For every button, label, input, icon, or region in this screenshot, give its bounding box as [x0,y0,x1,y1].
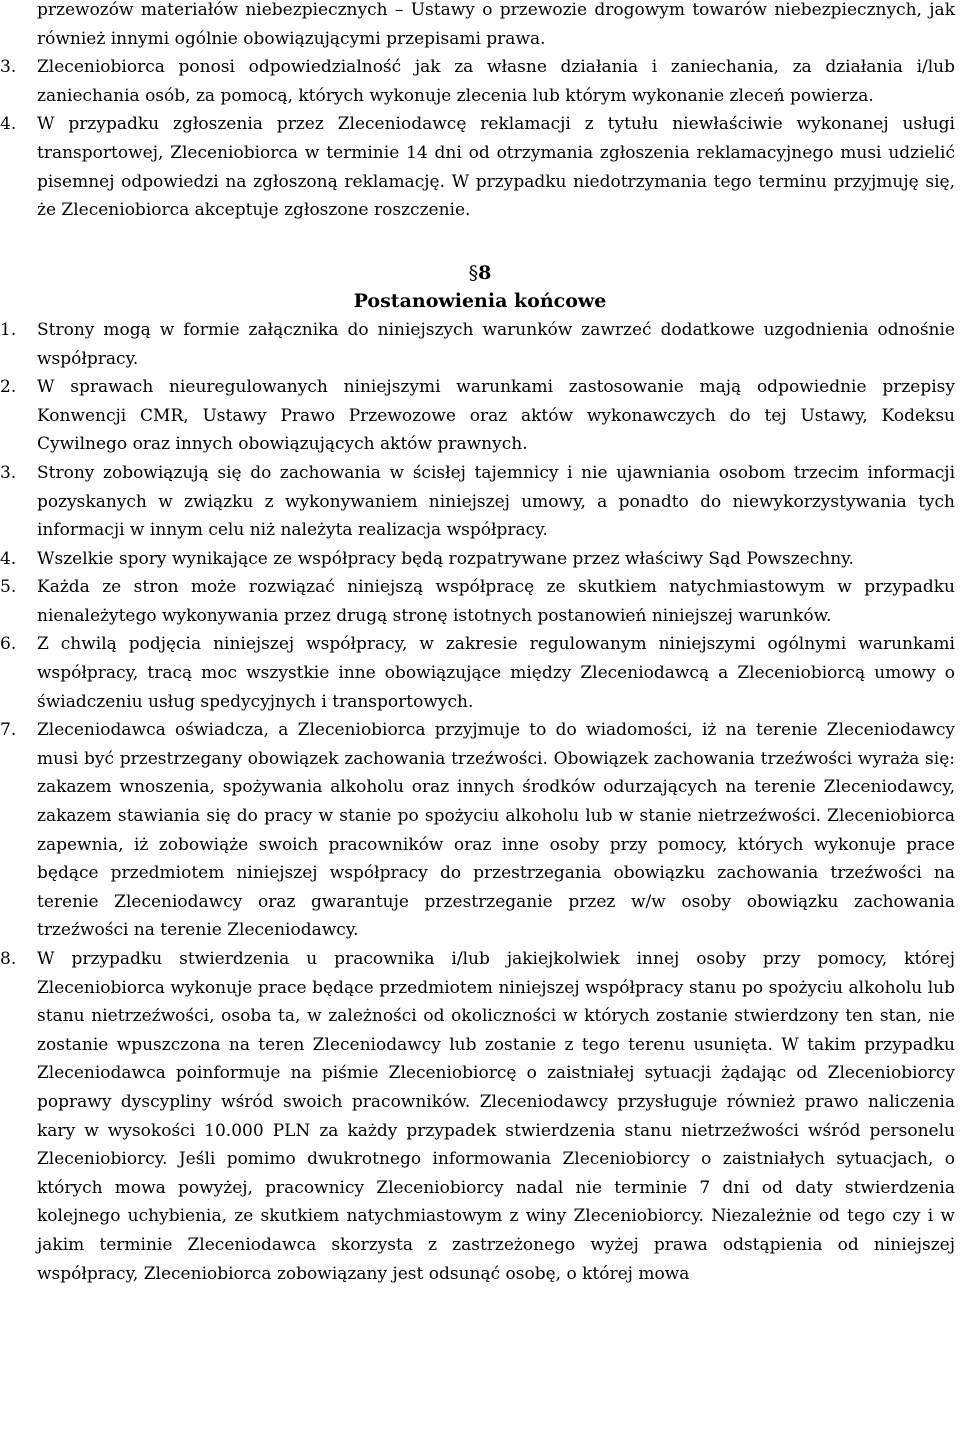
list-item [0,459,960,545]
list-item-text: W sprawach nieuregulowanych niniejszymi warunkami zastosowanie mają odpowiednie przepisy Konwencji CMR, Ustawy Prawo Przewozowe oraz aktów wykonawczych do tej Ustawy, Kodeksu Cywilnego oraz innych obowiązujących aktów prawnych. [37,377,955,455]
list-item-text: W przypadku stwierdzenia u pracownika i/lub jakiejkolwiek innej osoby przy pomocy, której Zleceniobiorca wykonuje prace będące przedmiotem niniejszej współpracy stanu po spożyciu alkoholu lub stanu nietrzeźwości, osoba ta, w zależności od okoliczności w których zostanie stwierdzony ten stan, nie zostanie wpuszczona na teren Zleceniodawcy lub zostanie z tego terenu usunięta. W takim przypadku Zleceniodawca poinformuje na piśmie Zleceniobiorcę o zaistniałej sytuacji żądając od Zleceniobiorcy poprawy dyscypliny wśród swoich pracowników. Zleceniodawcy przysługuje również prawo naliczenia kary w wysokości 10.000 PLN za każdy przypadek stwierdzenia stanu nietrzeźwości wśród personelu Zleceniobiorcy. Jeśli pomimo dwukrotnego informowania Zleceniobiorcy o zaistniałych sytuacjach, o których mowa powyżej, pracownicy Zleceniobiorcy nadal nie terminie 7 dni od daty stwierdzenia kolejnego uchybienia, ze skutkiem natychmiastowym z winy Zleceniobiorcy. Niezależnie od tego czy i w jakim terminie Zleceniodawca skorzysta z zastrzeżonego wyżej prawa odstąpienia od niniejszej współpracy, Zleceniobiorca zobowiązany jest odsunąć osobę, o której mowa [37,949,955,1284]
list-item-number: 3. [0,462,17,483]
list-item [0,373,960,459]
list-item-text: Zleceniodawca oświadcza, a Zleceniobiorca przyjmuje to do wiadomości, iż na terenie Zleceniodawcy musi być przestrzegany obowiązek zachowania trzeźwości. Obowiązek zachowania trzeźwości wyraża się: zakazem wnoszenia, spożywania alkoholu oraz innych środków odurzających na terenie Zleceniodawcy, zakazem stawiania się do pracy w stanie po spożyciu alkoholu lub w stanie nietrzeźwości. Zleceniobiorca zapewnia, iż zobowiąże swoich pracowników oraz inne osoby przy pomocy, których wykonuje prace będące przedmiotem niniejszej współpracy do przestrzegania obowiązku zachowania trzeźwości na terenie Zleceniodawcy oraz gwarantuje przestrzeganie przez w/w osoby obowiązku zachowania trzeźwości na terenie Zleceniodawcy. [37,720,955,941]
list-item-number: 1. [0,319,17,340]
list-item [0,630,960,716]
list-item-number: 7. [0,720,17,741]
list-item-number: 6. [0,634,17,655]
section-number-heading [0,259,960,288]
intro-continuation-text: przewozów materiałów niebezpiecznych – Ustawy o przewozie drogowym towarów niebezpiecznych, jak również innymi ogólnie obowiązującymi przepisami prawa. [37,0,955,49]
list-item-text: Każda ze stron może rozwiązać niniejszą współpracę ze skutkiem natychmiastowym w przypadku nienależytego wykonywania przez drugą stronę istotnych postanowień niniejszej warunków. [37,577,955,626]
list-item-text: Wszelkie spory wynikające ze współpracy będą rozpatrywane przez właściwy Sąd Powszechny. [37,548,854,569]
list-item-number: 8. [0,949,17,969]
list-item-number: 5. [0,577,17,598]
list-item-number: 4. [0,548,17,569]
list-item-number: 4. [0,114,17,135]
section-sign-icon: § [468,261,479,284]
list-item-text: Strony zobowiązują się do zachowania w ścisłej tajemnicy i nie ujawniania osobom trzecim informacji pozyskanych w związku z wykonywaniem niniejszej umowy, a ponadto do niewykorzystywania tych informacji w innym celu niż należyta realizacja współpracy. [37,462,955,541]
intro-continuation-paragraph [0,0,960,53]
list-item [0,716,960,945]
list-item-text: W przypadku zgłoszenia przez Zleceniodawcę reklamacji z tytułu niewłaściwie wykonanej usługi transportowej, Zleceniobiorca w terminie 14 dni od otrzymania zgłoszenia reklamacyjnego musi udzielić pisemnej odpowiedzi na zgłoszoną reklamację. W przypadku niedotrzymania tego terminu przyjmuję się, że Zleceniobiorca akceptuje zgłoszone roszczenie. [37,114,955,221]
section-title: Postanowienia końcowe [353,290,607,313]
list-item [0,53,960,110]
list-item [0,545,960,574]
list-item [0,945,960,1288]
list-item [0,573,960,630]
list-item-number: 2. [0,377,17,398]
section-spacer [0,225,960,259]
list-item-text: Zleceniobiorca ponosi odpowiedzialność jak za własne działania i zaniechania, za działania i/lub zaniechania osób, za pomocą, których wykonuje zlecenia lub którym wykonanie zleceń powierza. [37,57,955,106]
list-item-number: 3. [0,57,17,78]
section-number: 8 [478,261,492,284]
list-item-text: Strony mogą w formie załącznika do niniejszych warunków zawrzeć dodatkowe uzgodnienia odnośnie współpracy. [37,319,955,369]
list-item [0,110,960,224]
list-item-text: Z chwilą podjęcia niniejszej współpracy, w zakresie regulowanym niniejszymi ogólnymi warunkami współpracy, tracą moc wszystkie inne obowiązujące między Zleceniodawcą a Zleceniobiorcą umowy o świadczeniu usług spedycyjnych i transportowych. [37,634,955,712]
list-item [0,316,960,373]
